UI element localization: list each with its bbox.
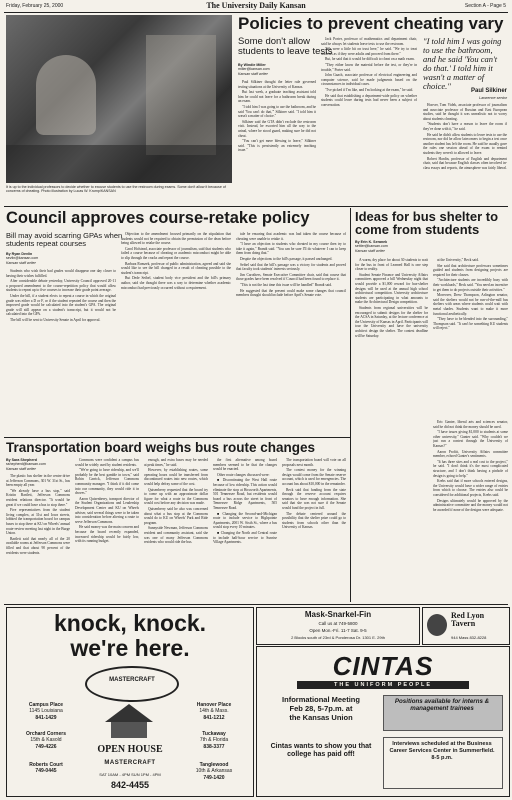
story2-column-3	[236, 232, 346, 434]
paragraph: The debate centered around the possibility that the shelter prize could go to students from schools other than the University of Kansas.	[282, 511, 346, 530]
paragraph: "Architecture students are incredibly busy with their workloads," Beck said. "You need an incentive to get them to do projects outside their activities."	[433, 278, 508, 292]
location-address: 15th & Kasold	[30, 737, 62, 744]
paragraph: Five representatives from the student living complex, at 31st and Iowa streets, lobbied the transportation board for campus buses to stop there at KU on Wheels' annual route-review meeting last night in the Burge Union.	[6, 508, 70, 536]
location-orchard-corners	[11, 731, 81, 750]
paragraph: Objection to the amendment focused primarily on the stipulation that students would not be required to obtain the permission of the dean before being allowed to retake the course.	[121, 232, 231, 246]
byline-role: Kansan staff writer	[6, 466, 36, 471]
story4-column-3	[144, 458, 208, 602]
paragraph: "It has three sites and a real cost to the project," he said. "I don't think it's the most complicated structure, and I don't think having a pinhole of design is going to help."	[433, 459, 508, 478]
story1-column-1	[238, 80, 316, 204]
story2-deck: Bill may avoid scarring GPAs when students repeat courses	[6, 231, 123, 248]
paragraph: "I have issues giving $1,000 to students at some other university," Ganter said. "Why couldn't we just run a contest through the University of Kansas?"	[433, 430, 508, 448]
pull-quote-title: Lawrence senior	[479, 96, 507, 100]
paragraph: John Gaach, associate professor of electrical engineering and computer science, said he made judgments based on the circumstances in individual cases.	[321, 73, 417, 87]
byline-name: By Ryan Devlin	[6, 252, 33, 256]
story4-column-4	[213, 458, 277, 602]
mastercraft-logo	[85, 666, 179, 702]
ad-hours: Open Mon.-Fri. 11-7 Sat. 9-5	[309, 628, 367, 633]
paragraph: Silkiner said the GTA didn't exclude the restroom visit. Instead, he escorted him all the way to the urinal, where he stood guard, making sure he did not cheat.	[238, 119, 316, 138]
divider	[4, 206, 508, 207]
location-phone: 749-0445	[35, 768, 57, 775]
paragraph: "I have an objection to students who cheated in my course then try to take it again," Brandt said. "You can be sure I'll do whatever I can to keep them from doing that."	[236, 242, 346, 256]
paragraph: ■ Discontinuing the West Hall route because of low ridership. This action would eliminate the stop at Hoxworth Apartments, 501 Tennessee Road, but residents would board a bus across the street in front of Tennessee Ridge Apartments, 505 Tennessee Road.	[213, 478, 277, 510]
paragraph: Bartlett said that nearly all of the 20 available rooms at Jefferson Commons were filled and that about 90 percent of the residents were students.	[6, 536, 70, 555]
column-divider	[350, 208, 351, 602]
house-body	[111, 722, 147, 738]
story4-column-1	[6, 474, 70, 602]
story3-column-1	[355, 258, 428, 602]
story3-byline	[355, 240, 455, 253]
paragraph: Barbara Romzek, professor of public administration, agreed and said she would like to see the bill changed in a result of cheating possible to the student's transcript.	[121, 261, 231, 275]
paragraph: Despite the objections to the bill's passage, it passed unchanged.	[240, 256, 333, 261]
byline-email: sevlin@kansan.com	[6, 256, 39, 261]
location-name: Tuckaway	[202, 731, 226, 737]
cintas-logo: CINTAS	[332, 651, 434, 681]
paragraph: the first alternative among board members seemed to be that the changes would be enacted.	[213, 458, 277, 472]
paragraph: at the University," Beck said.	[437, 258, 479, 262]
open-house-phone: 842-4455	[110, 780, 150, 790]
ad-address: 2 Blocks south of 23rd & Ponderosa Dr. 1301 E. 29th	[291, 635, 385, 640]
cintas-tagline: THE UNIFORM PEOPLE	[333, 681, 433, 688]
paragraph: Beck said that funding from the state through the reserve account requires senators to have enough information. She said that she was not sure if the Senate would fund the project in full.	[282, 487, 346, 510]
header-rule	[4, 12, 508, 13]
paragraph: The contest money for the winning design would come from the Senate reserve account, which is used for emergencies. The account has about $10,000 in the remainder.	[282, 468, 346, 486]
byline-role: Kansan staff writer	[6, 260, 36, 265]
story1-byline	[238, 63, 318, 76]
pull-quote-name: Paul Silkiner	[470, 88, 507, 94]
location-address: 1145 Louisiana	[29, 708, 63, 715]
open-house-dates: SAT 10AM - 4PM SUN 1PM - 4PM	[99, 772, 161, 777]
paragraph: "We already have a bus stop," said Kristin Bartlett, Jefferson Commons resident relations director. "It would be great if we could have a bus to stop there."	[6, 488, 70, 507]
paragraph: But last week, a graduate teaching assistant told him he could not leave for a bathroom break during an exam.	[238, 90, 316, 104]
ad-address: 944 Mass 832-8228	[451, 635, 487, 640]
interviews-text: Interviews scheduled at the Business Career Services Center in Summerfield. 8-5 p.m.	[389, 741, 495, 761]
byline-role: Kansan staff writer	[238, 71, 268, 76]
paragraph: But, he said that it would be difficult to cheat on a math exam.	[325, 57, 415, 62]
location-name: Campus Place	[28, 702, 64, 708]
paragraph: Hoover, Tom Videk, associate professor of journalism and associate professor of Russian and East European studies, said he thought it was unrealistic not to worry about students cheating.	[423, 103, 507, 121]
paragraph: Designs ultimately would be approved by the administrative committee and the money would not be awarded if none of the designs were adequate.	[433, 498, 508, 512]
paragraph: "This is not the last time this issue will be handled" Brandt said.	[240, 282, 333, 287]
ad-title: Mask-Snarkel-Fin	[304, 610, 372, 619]
location-phone: 841-1212	[203, 714, 225, 721]
story3-column-2	[433, 258, 508, 418]
paragraph: Commons were confident a campus bus would be widely used by student residents.	[75, 458, 139, 467]
paragraph: tale be ensuring that academic was had taken the course because of cheating were unable to retake it.	[236, 232, 346, 241]
location-phone: 749-4226	[35, 743, 57, 750]
section-page: Section A - Page 5	[464, 3, 506, 9]
paragraph: "They have to be blended into the surrounding," Thompson said. "It can't be something KU students will reject."	[433, 317, 508, 331]
paragraph: He said that establishing a department-wide policy on whether students could leave during tests had never been a subject of conversation.	[321, 93, 417, 107]
masthead: The University Daily Kansan	[206, 1, 306, 10]
paragraph: Aaron Profitt, University Affairs committee member, echoed Ganter's sentiments.	[433, 449, 508, 459]
paragraph: Student Senate Finance and University Affairs committees approved a bill Wednesday night that would provide a $1,000 reward for bus-shelter designs will be used at the annual high school architectural competition. University architecture students are participating in what amounts to make the Architectural Design competition.	[355, 272, 428, 305]
paragraph: Krebs said that if more schools entered designs, the University would have a wider range of entries from which to choose. The entries also could be considered for additional projects, Krebs said.	[433, 479, 508, 497]
paragraph: "Students don't have a reason to leave the room if they've done with it," he said.	[423, 122, 507, 131]
paragraph: Quisenberry requested that the board try to come up with an approximate dollar figure for what a route to the Commons would cost before any decision was made.	[144, 487, 208, 506]
cintas-ad	[256, 646, 510, 797]
paragraph: "They either know the material before the test, or they're in trouble," Porter said.	[321, 62, 417, 72]
story4-column-5	[282, 458, 346, 602]
paragraph: Moreover, Drew Thompson, Arlington senator, said the shelters would not be run-of-the-mill bus shelters with areas where students could wait with metal shades. Students want to make it more functional aesthetically.	[433, 293, 508, 316]
location-name: Orchard Corners	[25, 731, 66, 737]
cheating-photo	[6, 15, 232, 183]
cintas-show: Cintas wants to show you that college has paid off!	[270, 743, 372, 759]
paragraph: Carol Holstead, associate professor of journalism, said that students who failed a course because of cheating or academic misconduct might be able to slip through the cracks and repeat the course.	[121, 246, 231, 260]
paragraph: "I told him I was going to use the bathroom, and he said 'You can't do that,'" Silkiner said. "I told him it wasn't a matter of choice."	[238, 104, 316, 119]
paragraph: "I've picked if I'm like, and I'm looking at the exam," he said.	[325, 87, 414, 92]
paragraph: "You can't get mere blessing to leave," Silkiner said. "This is persistently an extremely teaching issue."	[238, 139, 316, 153]
mastercraft-logo-text: MASTERCRAFT	[109, 677, 155, 683]
paragraph: However, by establishing routes, some operating hours could be transferred from discontinued routes into new routes, which would help defray some of the cost.	[144, 468, 208, 486]
story2-column-2	[121, 232, 231, 434]
paragraph: The plastic bus shelter in the centre drive at Jefferson Commons, 301 W. 31st St., has been empty all year.	[6, 474, 70, 488]
location-phone: 749-1420	[203, 774, 225, 781]
mastercraft-logo-2: MASTERCRAFT	[104, 760, 156, 766]
ad-phone: Call us at 749-5800	[318, 621, 358, 626]
story4-headline: Transportation board weighs bus route changes	[6, 440, 316, 455]
story2-headline: Council approves course-retake policy	[6, 209, 310, 227]
paragraph: She said that architecture professors sometimes guided and students from designing projects are required for their classes.	[433, 263, 508, 277]
story1-column-2	[321, 37, 417, 204]
paragraph: Quisenberry said he also was concerned about what a bus stop at the Commons would do to KU on Wheels' Park and Ride program.	[144, 506, 208, 525]
location-campus-place	[11, 702, 81, 721]
info-meeting	[265, 695, 377, 722]
paragraph: Students from regional universities will be encouraged to submit designs for the shelter for the ACSA in Saturday, at the lecture conference at the University of Kansas in April. Participants will tour the University and have the university architect design the shelter. The contest deadline will be Saturday.	[355, 305, 428, 338]
story2-byline	[6, 252, 106, 265]
paragraph: Jim Carothers, Senate Executive Committee chair, said that course that those grades have been resolved if Council had been found to replace it.	[236, 272, 346, 282]
paragraph: The bill will be sent to University Senate in April for approval.	[10, 317, 101, 322]
location-hanover-place	[179, 702, 249, 721]
ad-headline-1: knock, knock.	[53, 610, 207, 636]
location-roberts-court	[11, 762, 81, 775]
byline-email: sshepherd@kansan.com	[6, 462, 46, 467]
story3-headline: Ideas for bus shelter to come from students	[355, 209, 499, 237]
location-address: 14th & Mass.	[199, 708, 229, 715]
story2-column-1	[6, 269, 116, 434]
issue-date: Friday, February 25, 2000	[6, 3, 64, 9]
story1-headline: Policies to prevent cheating vary	[238, 14, 504, 33]
paragraph: Eric Ganter, liberal arts and sciences senator, said he did not think the money should be used.	[433, 420, 508, 429]
paragraph: "We're going to have ridership, and we'll probably be the best gamble in town," said Robin Carrick, Jefferson Commons community manager. "I think if it did come into our community, they would ride it in droves."	[75, 468, 139, 496]
byline-name: By Windie Miller	[238, 63, 266, 67]
paragraph: Students who wish their bad grades would disappear one day closer to having their wishes fulfilled.	[6, 269, 116, 278]
paragraph: ■ Changing the North and Central route to include half-hour service to Sunrise Village Apartments.	[213, 530, 277, 545]
byline-email: miller@kansan.com	[238, 67, 270, 72]
paragraph: But Dede Seibel, student body vice president and the bill's primary author, said she thought there was a way to determine whether academic misconduct had previously occurred without a requirement.	[121, 276, 231, 290]
ad-name: Red Lyon Tavern	[451, 611, 485, 629]
ad-headline-2: we're here.	[70, 635, 190, 661]
location-phone: 838-3377	[203, 743, 225, 750]
story3-column-3	[433, 420, 508, 602]
location-address: 7th & Florida	[199, 737, 229, 744]
info-title: Informational Meeting	[282, 695, 360, 704]
paragraph: Robert Hardin, professor of English and department chair, said that because English classes often involved in-class essays and reports, the atmosphere was fairly liberal.	[423, 156, 507, 170]
positions-text: Positions available for interns & management trainees	[394, 698, 490, 713]
lion-icon	[427, 614, 447, 636]
info-when: Feb 28, 5-7p.m. at	[289, 704, 353, 713]
location-tuckaway	[179, 731, 249, 750]
byline-role: Kansan staff writer	[355, 248, 385, 253]
open-house-label: OPEN HOUSE	[97, 744, 163, 755]
house-icon	[105, 704, 153, 722]
pull-quote: "I told him I was going to use the bathroom, and he said 'You can't do that.' I told him it wasn't a matter of choice."	[423, 36, 502, 91]
mastercraft-ad	[6, 607, 254, 797]
paragraph: Jack Porter, professor of mathematics and department chair, said he always let students leave tests to use the restroom.	[321, 37, 417, 46]
red-lyon-ad	[422, 607, 510, 645]
mask-snarkel-fin-ad	[256, 607, 420, 645]
paragraph: Sunnyside Newman, Jefferson Commons resident and community assistant, said she was one of many Jefferson Commons residents who would ride the bus.	[144, 526, 208, 545]
paragraph: Seibel said that the bill's passage was a victory for students and proved that faculty took students' interests seriously.	[236, 262, 346, 272]
divider	[4, 437, 350, 438]
paragraph: He suggested that the present could make some changes that council members thought should include before April's Senate vote.	[236, 288, 346, 298]
paragraph: ■ Changing the Second-and-Michigan route to include service to Highpointe Apartments, 2001 W. Sixth St., where a bus would stop every 10 minutes.	[213, 511, 277, 530]
paragraph: He said he didn't allow students to leave tests to use the restroom, nor did he allow latecomers to begin a test once another student has left the room. He said he usually gave the rules one session ahead of the exam to remind students they weren't to allowed to leave.	[423, 132, 507, 155]
story1-deck: Some don't allow students to leave tests	[238, 36, 333, 57]
location-tanglewood	[179, 762, 249, 781]
paragraph: enough, and extra buses may be needed at peak times," he said.	[144, 458, 208, 467]
byline-name: By Sara Shepherd	[6, 458, 37, 462]
paragraph: He said money was the main concern and because the board recently expanded, increased ridership would be fairly low, with its running budget.	[75, 525, 139, 544]
story4-byline	[6, 458, 76, 471]
location-name: Roberts Court	[29, 762, 63, 768]
paragraph: Under the bill, if a student elects to repeat a course in which the original grade was either a D or F, or if the student repeated the course and then the improved grade would be calculated into the student's GPA. The original grade will still appear on a student's transcript, but it would not be calculated into the GPA.	[6, 293, 116, 317]
paragraph: After considerable debate yesterday, University Council approved 20-11 a proposed amendment to the course-repetition policy that would allow students to repeat up to five courses to increase their grade point average.	[6, 279, 116, 293]
paragraph: Other route changes discussed were:	[217, 472, 270, 477]
location-phone: 841-1429	[35, 714, 57, 721]
paragraph: Aaron Quisenberry, transport director of the Student Organizations and Leadership Development Center and KU on Wheels adviser, said several things were to be taken into consideration before altering a route to serve Jefferson Commons.	[75, 496, 139, 524]
photo-caption: It is up to the individual professors to decide whether to excuse students to use the restroom during exams. Some don't allow it because of concerns of cheating. Photo illustration by Lucas W. Krump/KANSAN	[6, 185, 226, 194]
byline-email: settler@kansan.com	[355, 244, 388, 249]
paragraph: A warm, dry place for about 30 students to wait for the bus in front of Learned Hall is one step closer to reality.	[355, 258, 428, 272]
paragraph: Paul Silkiner thought the letter rule governed testing situations at the University of Kansas.	[238, 80, 316, 89]
ads-divider	[4, 604, 508, 605]
paragraph: "We were a little bit on trust here," he said. "We try to treat students as if they were adults and proceed from there."	[321, 47, 417, 56]
info-where: the Kansas Union	[289, 713, 353, 722]
byline-name: By Erin K. Seranek	[355, 240, 388, 244]
story1-column-3	[423, 103, 507, 204]
paragraph: The transportation board will vote on all proposals next month.	[282, 458, 346, 467]
location-name: Hanover Place	[196, 702, 232, 708]
story4-column-2	[75, 458, 139, 602]
location-name: Tanglewood	[199, 762, 229, 768]
location-address: 10th & Arkansas	[195, 768, 233, 775]
